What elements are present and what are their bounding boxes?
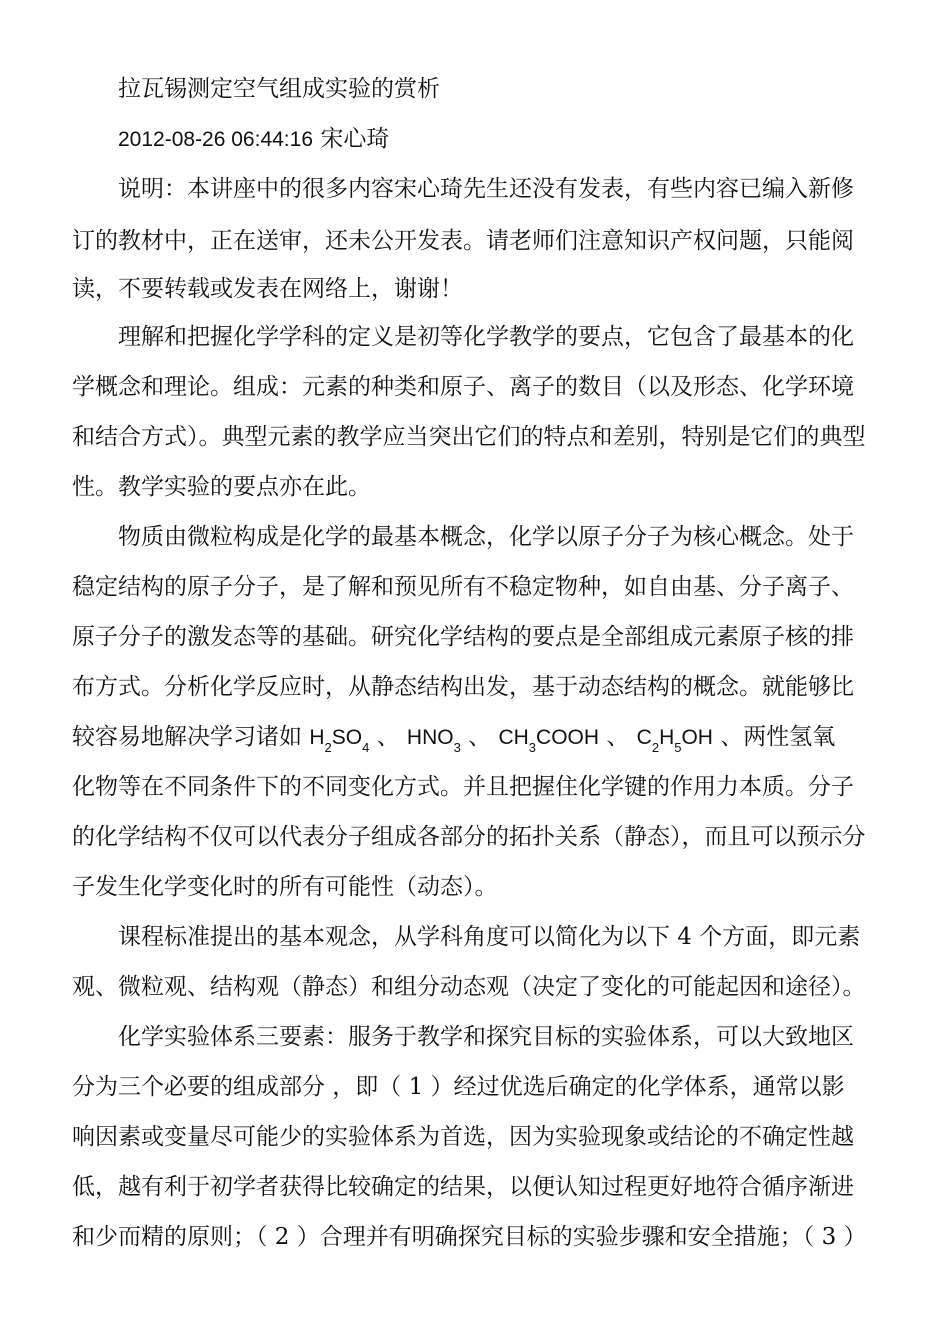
paragraph-line: 观、微粒观、结构观（静态）和组分动态观（决定了变化的可能起因和途径）。 <box>72 974 866 1000</box>
formula-line: 较容易地解决学习诸如 $H_2SO_4$ 、 $HNO_3$ 、 $CH_3COOH$ 、 $C_2H_5OH$ 、两性氢氧 <box>72 724 836 752</box>
formula-line-prefix: 较容易地解决学习诸如 <box>72 724 310 750</box>
paragraph-line: 原子分子的激发态等的基础。研究化学结构的要点是全部组成元素原子核的排 <box>72 624 854 650</box>
document-title: 拉瓦锡测定空气组成实验的赏析 <box>118 76 440 102</box>
formula-hno3: $HNO_3$ <box>406 726 461 752</box>
formula-h2so4: $H_2SO_4$ <box>309 726 370 752</box>
formula-line-suffix: 、两性氢氧 <box>712 724 836 750</box>
paragraph-line: 子发生化学变化时的所有可能性（动态）。 <box>72 874 498 900</box>
paragraph-line: 订的教材中，正在送审，还未公开发表。请老师们注意知识产权问题，只能阅 <box>72 228 854 254</box>
paragraph-line: 分为三个必要的组成部分 ，即（ 1 ）经过优选后确定的化学体系，通常以影 <box>72 1074 845 1100</box>
paragraph-line: 和少而精的原则；（ 2 ）合理并有明确探究目标的实验步骤和安全措施；（ 3 ） <box>72 1224 867 1250</box>
paragraph-line: 性。教学实验的要点亦在此。 <box>72 474 371 500</box>
paragraph-line: 响因素或变量尽可能少的实验体系为首选，因为实验现象或结论的不确定性越 <box>72 1124 854 1150</box>
author-name: 宋心琦 <box>320 126 390 152</box>
paragraph-line: 的化学结构不仅可以代表分子组成各部分的拓扑关系（静态），而且可以预示分 <box>72 824 866 850</box>
paragraph-line: 理解和把握化学学科的定义是初等化学教学的要点，它包含了最基本的化 <box>118 324 854 350</box>
date-author-line <box>118 124 934 154</box>
paragraph-line: 物质由微粒构成是化学的最基本概念，化学以原子分子为核心概念。处于 <box>118 524 854 550</box>
paragraph-line: 和结合方式）。典型元素的教学应当突出它们的特点和差别，特别是它们的典型 <box>72 424 866 450</box>
paragraph-line: 说明：本讲座中的很多内容宋心琦先生还没有发表，有些内容已编入新修 <box>118 176 854 202</box>
paragraph-line: 化物等在不同条件下的不同变化方式。并且把握住化学键的作用力本质。分子 <box>72 774 854 800</box>
paragraph-line: 稳定结构的原子分子，是了解和预见所有不稳定物种，如自由基、分子离子、 <box>72 574 854 600</box>
paragraph-line: 学概念和理论。组成：元素的种类和原子、离子的数目（以及形态、化学环境 <box>72 374 854 400</box>
date-time: 2012-08-26 06:44:16 <box>118 128 313 151</box>
formula-ch3cooh: $CH_3COOH$ <box>498 726 600 752</box>
paragraph-line: 布方式。分析化学反应时，从静态结构出发，基于动态结构的概念。就能够比 <box>72 674 854 700</box>
paragraph-line: 化学实验体系三要素：服务于教学和探究目标的实验体系，可以大致地区 <box>118 1024 854 1050</box>
paragraph-line: 读，不要转载或发表在网络上，谢谢！ <box>72 276 463 302</box>
formula-c2h5oh: $C_2H_5OH$ <box>636 726 713 752</box>
paragraph-line: 课程标准提出的基本观念，从学科角度可以简化为以下 4 个方面，即元素 <box>118 924 861 950</box>
paragraph-line: 低，越有利于初学者获得比较确定的结果，以便认知过程更好地符合循序渐进 <box>72 1174 854 1200</box>
